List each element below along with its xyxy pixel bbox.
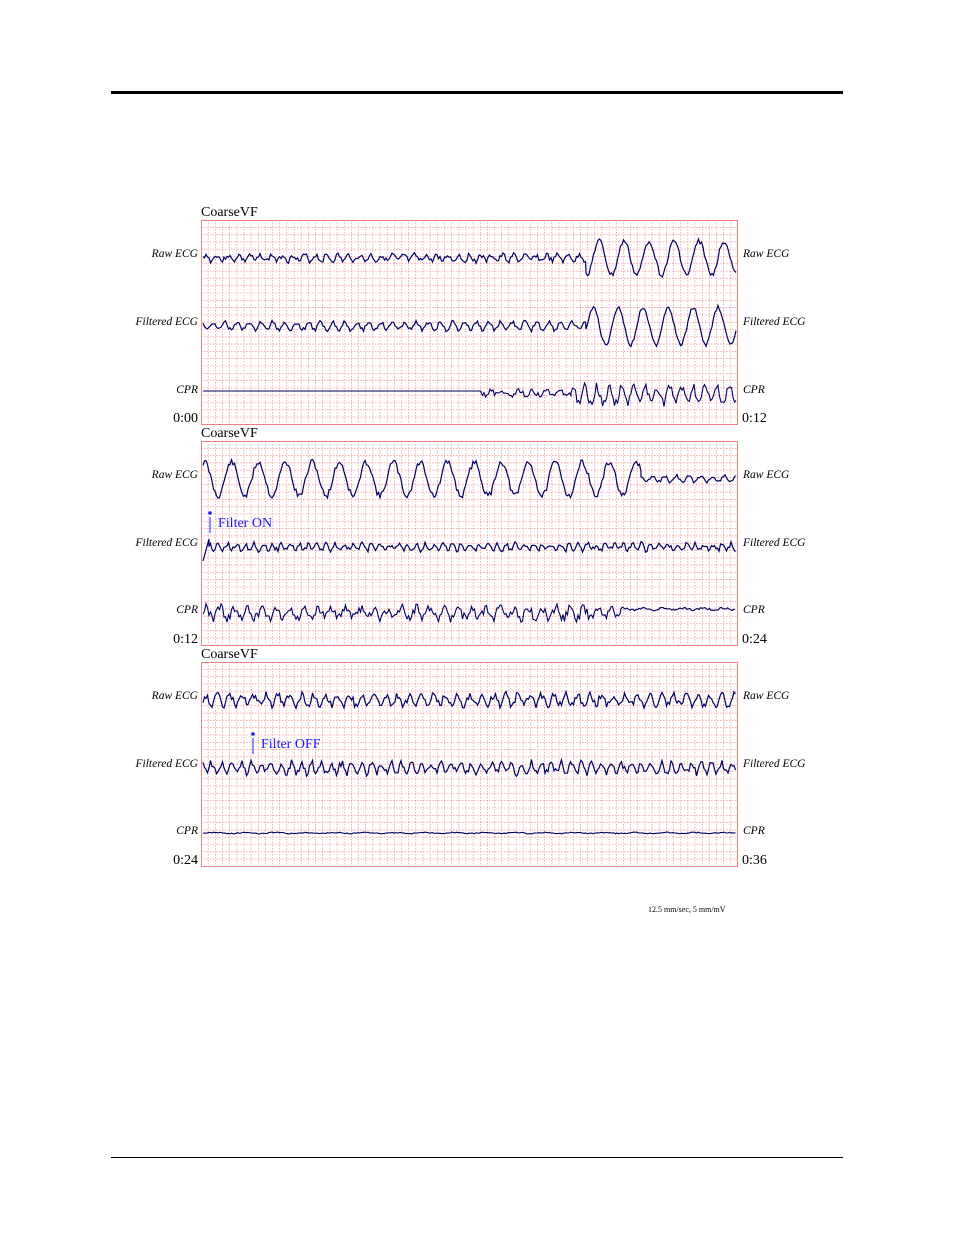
cpr-label-left: CPR xyxy=(176,604,198,616)
raw-ecg-label-right: Raw ECG xyxy=(743,469,790,481)
strip-title: CoarseVF xyxy=(201,205,258,220)
start-time: 0:12 xyxy=(173,632,198,647)
end-time: 0:36 xyxy=(742,853,767,868)
ecg-strip-1 xyxy=(0,205,954,425)
strip-title: CoarseVF xyxy=(201,426,258,441)
end-time: 0:24 xyxy=(742,632,767,647)
bottom-rule xyxy=(111,1157,843,1158)
filtered-ecg-label-right: Filtered ECG xyxy=(743,758,806,770)
ecg-grid xyxy=(201,441,738,646)
cpr-label-left: CPR xyxy=(176,825,198,837)
filtered-ecg-label-left: Filtered ECG xyxy=(135,758,198,770)
scale-note: 12.5 mm/sec, 5 mm/mV xyxy=(648,905,726,914)
filtered-ecg-label-left: Filtered ECG xyxy=(135,537,198,549)
grid-border xyxy=(202,221,738,425)
marker-dot xyxy=(208,511,212,515)
raw-ecg-label-right: Raw ECG xyxy=(743,690,790,702)
top-rule xyxy=(111,91,843,94)
ecg-strip-3 xyxy=(0,647,954,867)
cpr-label-left: CPR xyxy=(176,384,198,396)
raw-ecg-label-left: Raw ECG xyxy=(151,248,198,260)
ecg-strip-2 xyxy=(0,426,954,646)
filter-off-marker: Filter OFF xyxy=(261,737,321,752)
start-time: 0:00 xyxy=(173,411,198,426)
strip-title: CoarseVF xyxy=(201,647,258,662)
raw-ecg-label-left: Raw ECG xyxy=(151,690,198,702)
raw-ecg-label-left: Raw ECG xyxy=(151,469,198,481)
filtered-ecg-label-left: Filtered ECG xyxy=(135,316,198,328)
end-time: 0:12 xyxy=(742,411,767,426)
cpr-label-right: CPR xyxy=(743,384,765,396)
ecg-grid xyxy=(201,662,738,867)
cpr-label-right: CPR xyxy=(743,604,765,616)
filter-on-marker: Filter ON xyxy=(218,516,273,531)
ecg-grid xyxy=(201,220,738,425)
raw-ecg-label-right: Raw ECG xyxy=(743,248,790,260)
filtered-ecg-label-right: Filtered ECG xyxy=(743,316,806,328)
filtered-ecg-label-right: Filtered ECG xyxy=(743,537,806,549)
start-time: 0:24 xyxy=(173,853,198,868)
cpr-label-right: CPR xyxy=(743,825,765,837)
marker-dot xyxy=(251,732,255,736)
